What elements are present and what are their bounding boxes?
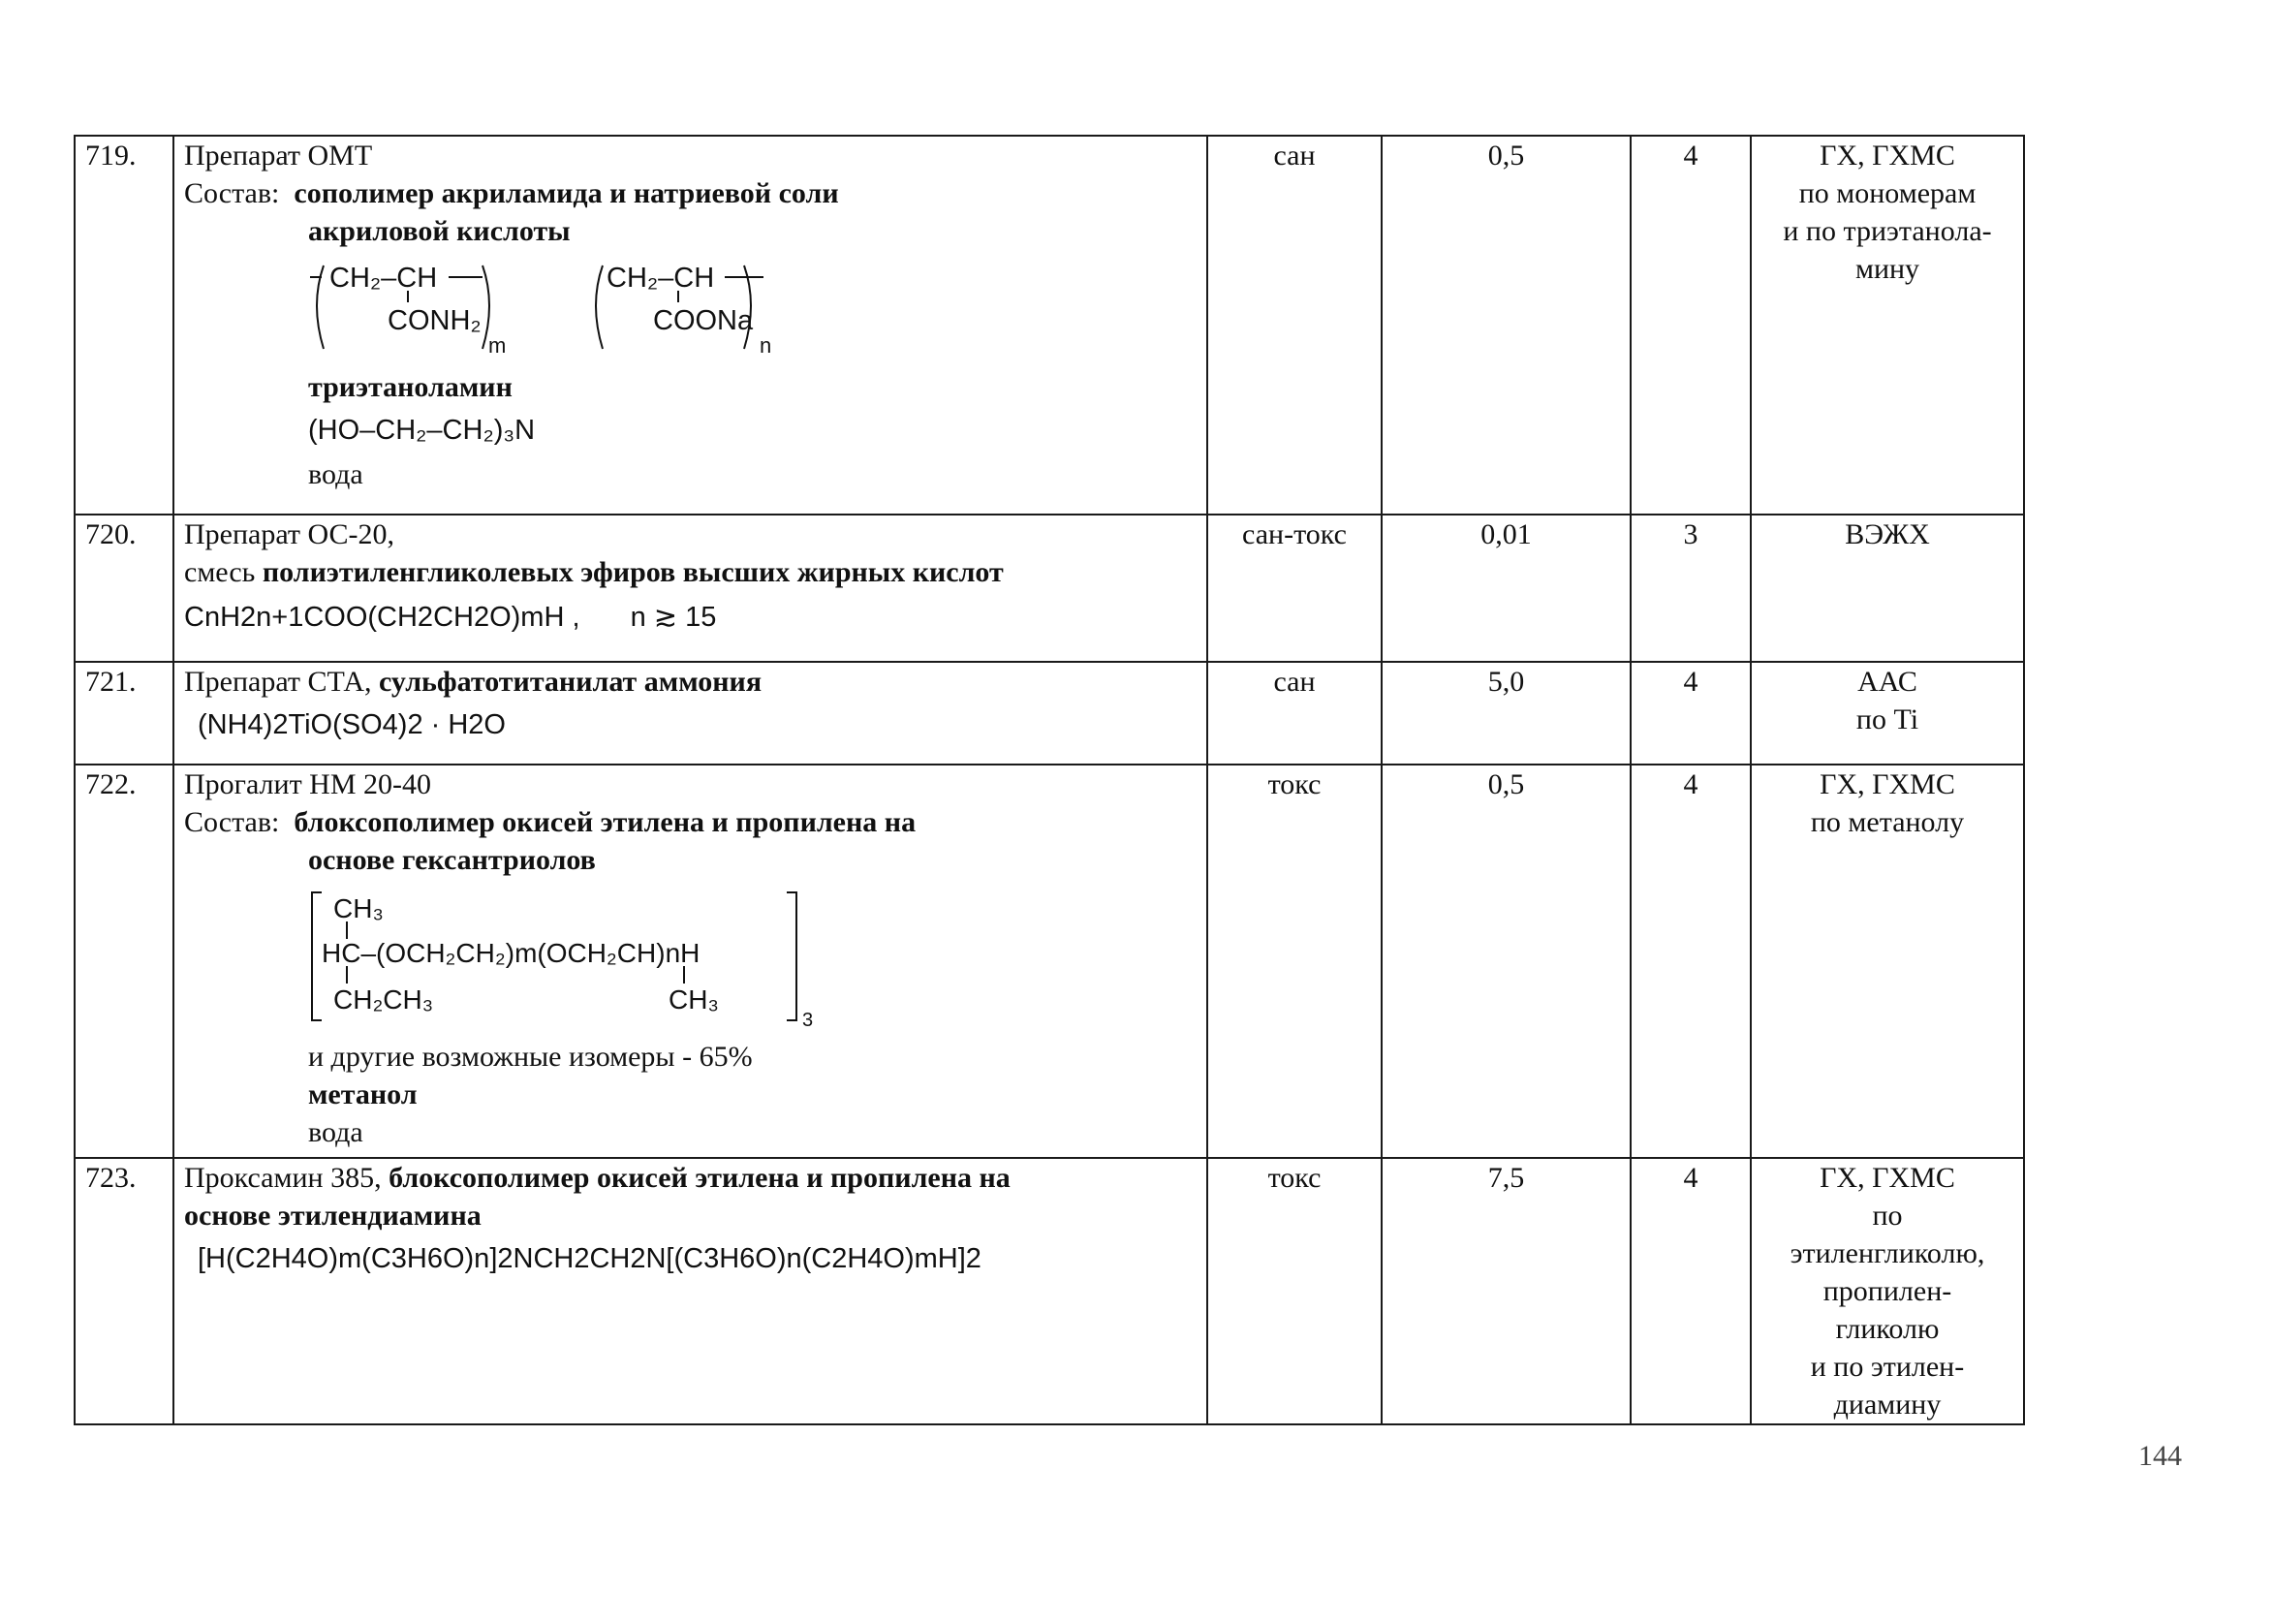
method-cell: ААС по Ti [1751, 662, 2024, 765]
substances-table [74, 135, 2025, 1425]
substance-cell [173, 662, 1207, 765]
row-number: 720. [75, 515, 173, 662]
component-methanol: метанол [308, 1078, 418, 1110]
formula-line [184, 599, 1197, 637]
ethyl-sub: CH₂CH₃ [333, 984, 434, 1015]
class-cell: 4 [1631, 1158, 1751, 1424]
hazard-cell: сан-токс [1207, 515, 1382, 662]
composition-line: Состав: сополимер акриламида и натриевой соли [184, 177, 839, 209]
substance-name: Препарат ОМТ [184, 140, 373, 172]
table-row [75, 662, 2024, 765]
substance-name: Прогалит НМ 20-40 [184, 768, 432, 800]
ester-formula: CnH2n+1COO(CH2CH2O)mH , [184, 602, 580, 633]
hazard-cell: сан [1207, 136, 1382, 515]
table-row [75, 515, 2024, 662]
page-number: 144 [2138, 1440, 2182, 1472]
row-number: 723. [75, 1158, 173, 1424]
table-row [75, 136, 2024, 515]
method-cell: ГХ, ГХМС по этиленгликолю, пропилен- гликолю и по этилен- диамину [1751, 1158, 2024, 1424]
hazard-cell: токс [1207, 1158, 1382, 1424]
class-cell: 4 [1631, 136, 1751, 515]
substance-name: Препарат ОС-20, [184, 518, 395, 550]
substance-name: Проксамин 385, блоксополимер окисей этилена и пропилена на [184, 1162, 1011, 1194]
isomers-note: и другие возможные изомеры - 65% [308, 1041, 753, 1073]
class-cell: 3 [1631, 515, 1751, 662]
value-cell: 7,5 [1382, 1158, 1631, 1424]
formula-condition: n ≳ 15 [630, 602, 717, 633]
hazard-cell: токс [1207, 765, 1382, 1158]
sta-formula: (NH4)2TiO(SO4)2 · H2O [198, 709, 506, 740]
description-line: смесь полиэтиленгликолевых эфиров высших жирных кислот [184, 556, 1004, 588]
substance-name-2: основе этилендиамина [184, 1200, 482, 1232]
component-triethanolamine: триэтаноламин [308, 371, 513, 403]
composition-line-2: акриловой кислоты [308, 215, 571, 247]
index-m: m [488, 333, 507, 358]
copolymer-structure [308, 256, 851, 362]
substance-name: Препарат СТА, сульфатотитанилат аммония [184, 666, 763, 698]
class-cell: 4 [1631, 765, 1751, 1158]
class-cell: 4 [1631, 662, 1751, 765]
value-cell: 5,0 [1382, 662, 1631, 765]
bracket-index: 3 [802, 1010, 814, 1030]
component-water: вода [308, 1116, 363, 1148]
main-chain: HC–(OCH₂CH₂)m(OCH₂CH)nH [322, 938, 701, 968]
substance-cell [173, 136, 1207, 515]
triethanolamine-formula: (HO–CH₂–CH₂)₃N [308, 415, 536, 446]
substance-cell [173, 1158, 1207, 1424]
component-water: вода [308, 458, 363, 490]
row-number: 722. [75, 765, 173, 1158]
method-cell: ГХ, ГХМС по мономерам и по триэтанола- мину [1751, 136, 2024, 515]
chain-b: CH₂–CH [607, 263, 715, 294]
composition-line-2: основе гексантриолов [308, 844, 596, 876]
method-cell: ВЭЖХ [1751, 515, 2024, 662]
value-cell: 0,5 [1382, 765, 1631, 1158]
methyl-sub: CH₃ [669, 984, 719, 1015]
value-cell: 0,5 [1382, 136, 1631, 515]
block-copolymer-structure [308, 885, 822, 1030]
methyl-top: CH₃ [333, 893, 384, 923]
row-number: 719. [75, 136, 173, 515]
composition-line: Состав: блоксополимер окисей этилена и пропилена на [184, 806, 917, 838]
method-cell: ГХ, ГХМС по метанолу [1751, 765, 2024, 1158]
value-cell: 0,01 [1382, 515, 1631, 662]
row-number: 721. [75, 662, 173, 765]
sub-a: CONH₂ [388, 305, 482, 336]
substance-cell [173, 515, 1207, 662]
index-n: n [760, 333, 772, 358]
proxamine-formula: [H(C2H4O)m(C3H6O)n]2NCH2CH2N[(C3H6O)n(C2H4O)mH]2 [198, 1243, 981, 1274]
sub-b: COONa [653, 305, 754, 336]
hazard-cell: сан [1207, 662, 1382, 765]
table-row [75, 1158, 2024, 1424]
chain-a: CH₂–CH [329, 263, 438, 294]
substance-cell [173, 765, 1207, 1158]
table-row [75, 765, 2024, 1158]
